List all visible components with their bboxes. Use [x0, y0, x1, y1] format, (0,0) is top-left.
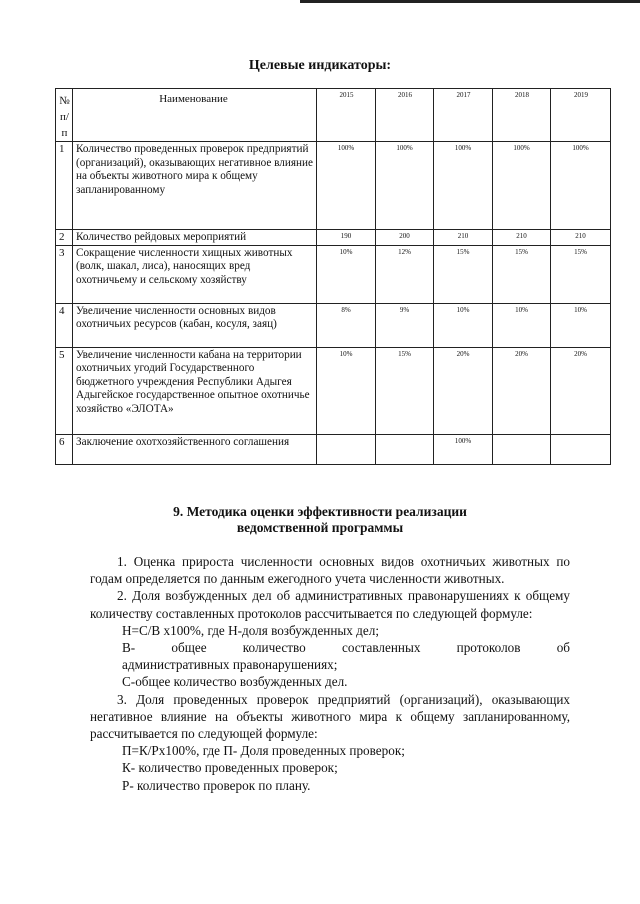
indicators-title: Целевые индикаторы: — [248, 58, 392, 73]
row-value: 20% — [434, 347, 493, 434]
header-year: 2019 — [551, 89, 611, 142]
row-num: 5 — [56, 347, 73, 434]
row-value: 200 — [376, 230, 434, 246]
formula-5: К- количество проведенных проверок; — [122, 760, 338, 776]
row-name: Увеличение численности основных видов охотничьих ресурсов (кабан, косуля, заяц) — [73, 303, 317, 347]
formula-2-line-1: В- общее количество составленных протоколов об — [122, 640, 570, 656]
row-value: 10% — [317, 347, 376, 434]
section-title — [0, 504, 640, 536]
scan-edge-line — [300, 0, 640, 3]
row-name: Увеличение численности кабана на территории охотничьих угодий Государственного бюджетного учреждения Республики Адыгея Адыгейское государственное опытное охотничье хозяйство «ЭЛОТА» — [73, 347, 317, 434]
table-row — [56, 142, 611, 230]
row-value: 15% — [434, 245, 493, 303]
row-value: 20% — [493, 347, 551, 434]
header-year: 2017 — [434, 89, 493, 142]
formula-2-line-2: административных правонарушениях; — [122, 657, 338, 673]
row-value — [376, 434, 434, 464]
row-value: 10% — [434, 303, 493, 347]
row-value: 210 — [493, 230, 551, 246]
formula-3: С-общее количество возбужденных дел. — [122, 674, 348, 690]
row-value: 10% — [493, 303, 551, 347]
header-year: 2018 — [493, 89, 551, 142]
table-row — [56, 303, 611, 347]
row-value — [317, 434, 376, 464]
table-row — [56, 434, 611, 464]
row-num: 3 — [56, 245, 73, 303]
paragraph-1: 1. Оценка прироста численности основных видов охотничьих животных по годам определяется по данным ежегодного учета численности животных. — [90, 554, 570, 587]
paragraph-2: 2. Доля возбужденных дел об административных правонарушениях к общему количеству составленных протоколов рассчитывается по следующей формуле: — [90, 588, 570, 621]
row-value: 20% — [551, 347, 611, 434]
row-value: 100% — [317, 142, 376, 230]
row-value: 190 — [317, 230, 376, 246]
row-value: 8% — [317, 303, 376, 347]
row-value: 100% — [434, 434, 493, 464]
formula-1: Н=С/В х100%, где Н-доля возбужденных дел; — [122, 622, 379, 638]
header-year: 2016 — [376, 89, 434, 142]
section-body — [90, 553, 570, 794]
row-value: 100% — [551, 142, 611, 230]
row-value: 100% — [493, 142, 551, 230]
row-value: 100% — [376, 142, 434, 230]
section-title-line: 9. Методика оценки эффективности реализации — [173, 504, 467, 519]
row-value: 9% — [376, 303, 434, 347]
row-name: Количество рейдовых мероприятий — [73, 230, 317, 246]
header-name: Наименование — [73, 89, 317, 142]
row-value: 15% — [493, 245, 551, 303]
row-num: 4 — [56, 303, 73, 347]
row-num: 6 — [56, 434, 73, 464]
row-num: 1 — [56, 142, 73, 230]
table-row — [56, 347, 611, 434]
table-row — [56, 245, 611, 303]
row-value — [493, 434, 551, 464]
row-value: 15% — [376, 347, 434, 434]
indicators-table — [55, 88, 611, 465]
table-row — [56, 230, 611, 246]
paragraph-3: 3. Доля проведенных проверок предприятий (организаций), оказывающих негативное влияние на объекты животного мира к общему запланированному, рассчитывается по следующей формуле: — [90, 691, 570, 742]
formula-4: П=К/Рх100%, где П- Доля проведенных проверок; — [122, 743, 405, 759]
row-name: Сокращение численности хищных животных (волк, шакал, лиса), наносящих вред охотничьему и сельскому хозяйству — [73, 245, 317, 303]
row-value: 100% — [434, 142, 493, 230]
formula-6: Р- количество проверок по плану. — [122, 777, 311, 793]
table-header-row — [56, 89, 611, 142]
row-num: 2 — [56, 230, 73, 246]
row-value: 210 — [551, 230, 611, 246]
section-title-line: ведомственной программы — [236, 520, 404, 535]
header-year: 2015 — [317, 89, 376, 142]
row-value: 10% — [551, 303, 611, 347]
row-value: 210 — [434, 230, 493, 246]
row-name: Количество проведенных проверок предприятий (организаций), оказывающих негативное влияние на объекты животного мира к общему запланированному — [73, 142, 317, 230]
header-num: № п/п — [56, 89, 73, 142]
row-value: 12% — [376, 245, 434, 303]
row-name: Заключение охотхозяйственного соглашения — [73, 434, 317, 464]
row-value — [551, 434, 611, 464]
row-value: 10% — [317, 245, 376, 303]
row-value: 15% — [551, 245, 611, 303]
